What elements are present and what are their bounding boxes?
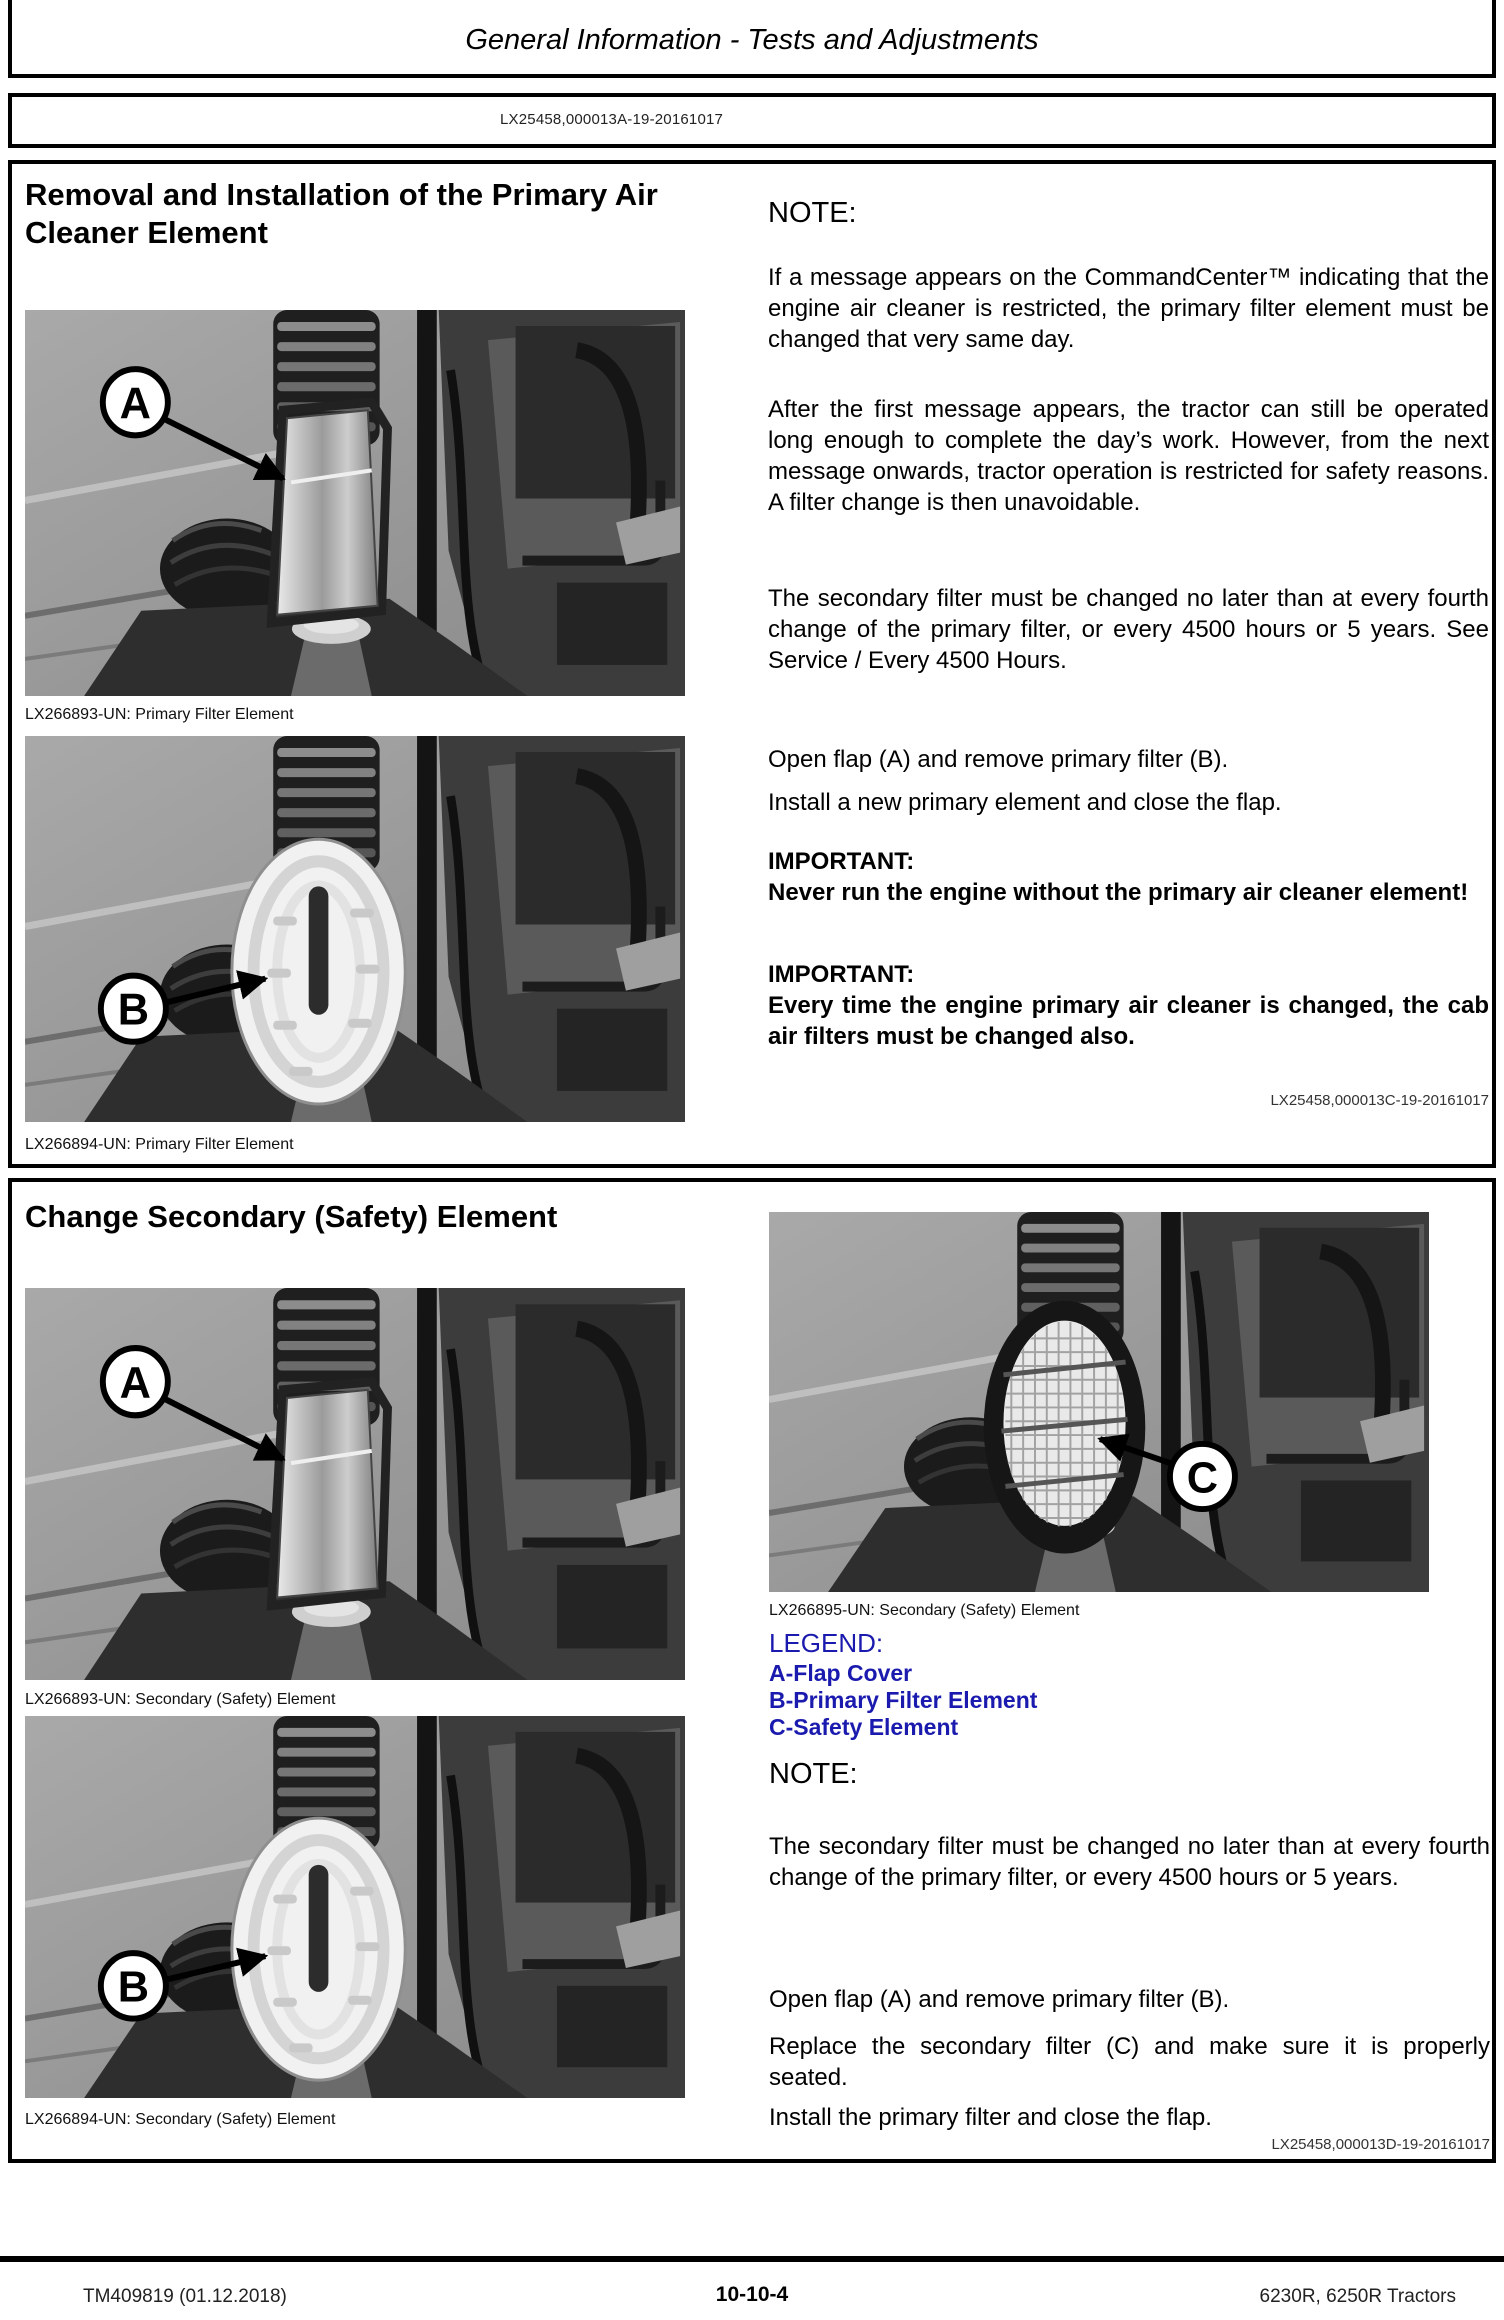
svg-text:B: B — [117, 985, 150, 1035]
svg-text:A: A — [119, 378, 151, 429]
figure-caption: LX266893-UN: Primary Filter Element — [25, 706, 294, 723]
step-text: Install a new primary element and close the flap. — [768, 789, 1282, 816]
flap-cover-photo-icon — [25, 1288, 685, 1680]
note-label: NOTE: — [768, 197, 857, 229]
figure-primary-filter-2 — [25, 1716, 685, 2098]
flap-cover-photo-icon — [25, 310, 685, 696]
step-text: Open flap (A) and remove primary filter (B). — [768, 746, 1229, 773]
primary-filter-photo-icon — [25, 736, 685, 1122]
footer-rule — [0, 2256, 1504, 2262]
svg-text:C: C — [1186, 1454, 1219, 1503]
legend-item: B-Primary Filter Element — [769, 1687, 1038, 1713]
legend-label: LEGEND: — [769, 1628, 884, 1658]
footer-page-number: 10-10-4 — [715, 2283, 789, 2306]
section-primary-air-cleaner — [8, 160, 1496, 1168]
paragraph: The secondary filter must be changed no later than at every fourth change of the primary filter, or every 4500 hours or 5 years. See Service / Every 4500 Hours. — [768, 585, 1489, 674]
note-paragraph: The secondary filter must be changed no later than at every fourth change of the primary filter, or every 4500 hours or 5 years. — [769, 1833, 1490, 1891]
safety-element-photo-icon — [769, 1212, 1429, 1592]
legend-item: C-Safety Element — [769, 1714, 959, 1740]
header-ref-code: LX25458,000013A-19-20161017 — [500, 111, 724, 128]
note-paragraph: If a message appears on the CommandCenter™ indicating that the engine air cleaner is restricted, the primary filter element must be changed that very same day. — [768, 264, 1489, 353]
footer-doc-number: TM409819 (01.12.2018) — [83, 2286, 287, 2307]
figure-caption: LX266894-UN: Primary Filter Element — [25, 1136, 294, 1153]
figure-caption: LX266893-UN: Secondary (Safety) Element — [25, 1691, 336, 1708]
figure-flap-cover — [25, 310, 685, 696]
important-block — [768, 959, 1489, 1052]
footer-model: 6230R, 6250R Tractors — [1259, 2286, 1456, 2307]
header-ref-bar — [8, 93, 1496, 148]
figure-caption: LX266895-UN: Secondary (Safety) Element — [769, 1602, 1080, 1619]
figure-safety-element — [769, 1212, 1429, 1592]
step-text: Install the primary filter and close the flap. — [769, 2104, 1212, 2131]
section-ref-code: LX25458,000013D-19-20161017 — [1271, 2136, 1490, 2153]
important-text: Never run the engine without the primary air cleaner element! — [768, 879, 1469, 906]
important-block — [768, 846, 1489, 908]
important-label: IMPORTANT: — [768, 848, 915, 875]
section-secondary-element — [8, 1178, 1496, 2163]
section-ref-code: LX25458,000013C-19-20161017 — [1270, 1092, 1489, 1109]
section-title: Removal and Installation of the Primary Air Cleaner Element — [25, 177, 658, 250]
note-label: NOTE: — [769, 1758, 858, 1790]
important-label: IMPORTANT: — [768, 961, 915, 988]
figure-caption: LX266894-UN: Secondary (Safety) Element — [25, 2111, 336, 2128]
page-title: General Information - Tests and Adjustments — [465, 24, 1039, 56]
section-title: Change Secondary (Safety) Element — [25, 1199, 558, 1234]
legend-list — [769, 1660, 1037, 1741]
primary-filter-photo-icon — [25, 1716, 685, 2098]
paragraph: After the first message appears, the tractor can still be operated long enough to complete the day’s work. However, from the next message onwards, tractor operation is restricted for safety reasons. A filter change is then unavoidable. — [768, 396, 1489, 516]
svg-text:A: A — [119, 1358, 151, 1409]
step-text: Open flap (A) and remove primary filter (B). — [769, 1986, 1230, 2013]
legend-item: A-Flap Cover — [769, 1660, 913, 1686]
page-header — [8, 0, 1496, 78]
important-text: Every time the engine primary air cleaner is changed, the cab air filters must be changed also. — [768, 992, 1489, 1050]
svg-text:B: B — [117, 1963, 150, 2012]
figure-flap-cover-2 — [25, 1288, 685, 1680]
figure-primary-filter — [25, 736, 685, 1122]
step-text: Replace the secondary filter (C) and make sure it is properly seated. — [769, 2033, 1490, 2091]
